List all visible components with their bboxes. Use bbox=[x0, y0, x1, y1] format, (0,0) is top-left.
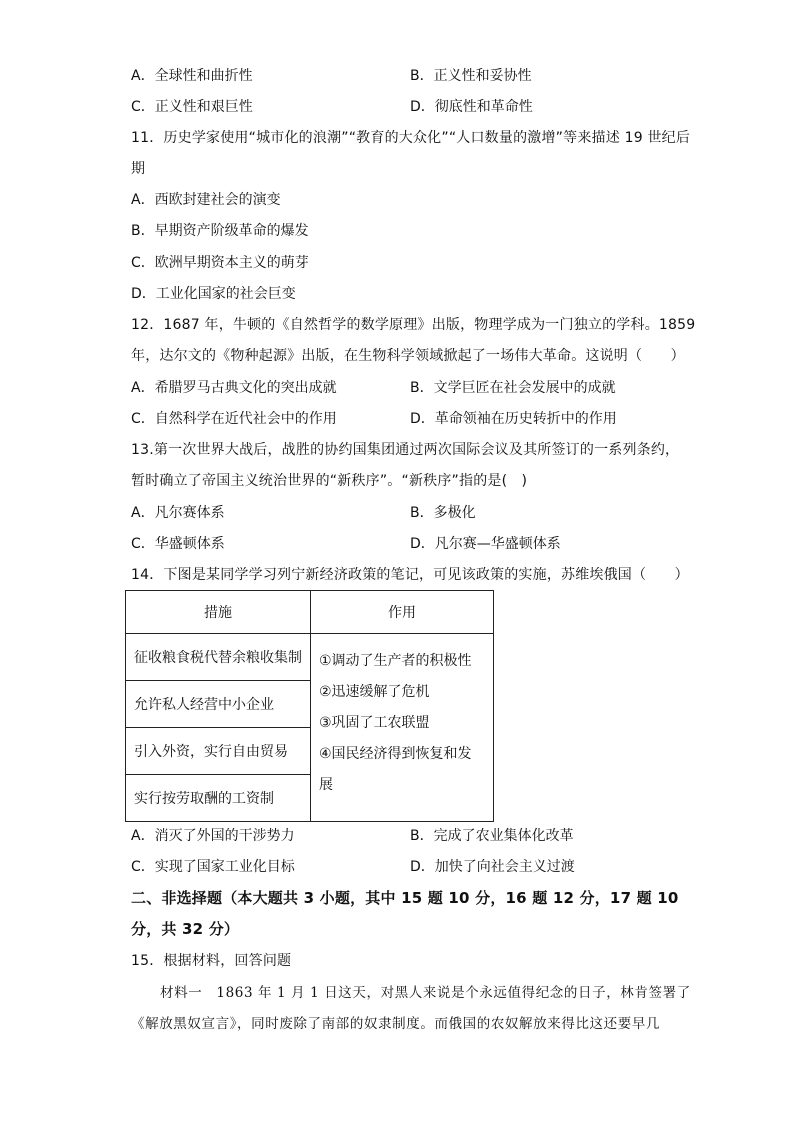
q11-stem-cont: 期 bbox=[131, 161, 146, 177]
q14-stem: 14．下图是某同学学习列宁新经济政策的笔记，可见该政策的实施，苏维埃俄国（ ） bbox=[131, 567, 689, 583]
section-title-cont: 分，共 32 分） bbox=[131, 920, 240, 938]
measure-cell: 实行按劳取酬的工资制 bbox=[126, 775, 311, 822]
effect-item: 展 bbox=[319, 777, 333, 793]
q13-option-a[interactable]: A．凡尔赛体系 bbox=[131, 505, 225, 521]
q10-option-d[interactable]: D．彻底性和革命性 bbox=[410, 99, 533, 115]
q14-option-b[interactable]: B．完成了农业集体化改革 bbox=[410, 828, 574, 844]
effect-item: ③巩固了工农联盟 bbox=[319, 715, 430, 731]
measure-cell: 征收粮食税代替余粮收集制 bbox=[126, 634, 311, 681]
q10-option-c[interactable]: C．正义性和艰巨性 bbox=[131, 99, 253, 115]
effect-item: ④国民经济得到恢复和发 bbox=[319, 746, 472, 762]
effects-cell bbox=[311, 634, 494, 822]
q13-option-d[interactable]: D．凡尔赛—华盛顿体系 bbox=[410, 536, 561, 552]
q14-option-a[interactable]: A．消灭了外国的干涉势力 bbox=[131, 828, 295, 844]
q15-material: 材料一 1863 年 1 月 1 日这天，对黑人来说是个永远值得纪念的日子，林肯签署了 bbox=[160, 985, 691, 1001]
q10-option-a[interactable]: A．全球性和曲折性 bbox=[131, 68, 253, 84]
q11-option-d[interactable]: D．工业化国家的社会巨变 bbox=[131, 286, 296, 302]
q12-stem: 12．1687 年，牛顿的《自然哲学的数学原理》出版，物理学成为一门独立的学科。1859 bbox=[131, 317, 696, 333]
q14-option-c[interactable]: C．实现了国家工业化目标 bbox=[131, 859, 295, 875]
q13-stem-cont: 暂时确立了帝国主义统治世界的“新秩序”。“新秩序”指的是( ) bbox=[131, 473, 528, 489]
effect-item: ②迅速缓解了危机 bbox=[319, 684, 430, 700]
measure-cell: 允许私人经营中小企业 bbox=[126, 681, 311, 728]
effect-item: ①调动了生产者的积极性 bbox=[319, 653, 472, 669]
q11-option-c[interactable]: C．欧洲早期资本主义的萌芽 bbox=[131, 255, 309, 271]
q11-option-a[interactable]: A．西欧封建社会的演变 bbox=[131, 192, 281, 208]
measure-cell: 引入外资，实行自由贸易 bbox=[126, 728, 311, 775]
q13-option-c[interactable]: C．华盛顿体系 bbox=[131, 536, 225, 552]
q10-option-b[interactable]: B．正义性和妥协性 bbox=[410, 68, 532, 84]
q12-option-a[interactable]: A．希腊罗马古典文化的突出成就 bbox=[131, 380, 337, 396]
q13-stem: 13.第一次世界大战后，战胜的协约国集团通过两次国际会议及其所签订的一系列条约， bbox=[131, 442, 680, 458]
section-title: 二、非选择题（本大题共 3 小题，其中 15 题 10 分，16 题 12 分，17 题 10 bbox=[131, 889, 679, 907]
q14-option-d[interactable]: D．加快了向社会主义过渡 bbox=[410, 859, 575, 875]
nep-notes-table bbox=[125, 590, 494, 822]
q13-option-b[interactable]: B．多极化 bbox=[410, 505, 476, 521]
q12-stem-cont: 年，达尔文的《物种起源》出版，在生物科学领域掀起了一场伟大革命。这说明（ ） bbox=[131, 348, 685, 364]
table-header-measures: 措施 bbox=[126, 591, 311, 634]
q11-stem: 11．历史学家使用“城市化的浪潮”“教育的大众化”“人口数量的激增”等来描述 19 世纪后 bbox=[131, 130, 691, 146]
q11-option-b[interactable]: B．早期资产阶级革命的爆发 bbox=[131, 223, 309, 239]
q12-option-b[interactable]: B．文学巨匠在社会发展中的成就 bbox=[410, 380, 616, 396]
q15-stem: 15．根据材料，回答问题 bbox=[131, 953, 292, 969]
q15-material-cont: 《解放黑奴宣言》，同时废除了南部的奴隶制度。而俄国的农奴解放来得比这还要早几 bbox=[131, 1016, 661, 1032]
q12-option-d[interactable]: D．革命领袖在历史转折中的作用 bbox=[410, 411, 617, 427]
q12-option-c[interactable]: C．自然科学在近代社会中的作用 bbox=[131, 411, 337, 427]
table-header-effects: 作用 bbox=[311, 591, 494, 634]
